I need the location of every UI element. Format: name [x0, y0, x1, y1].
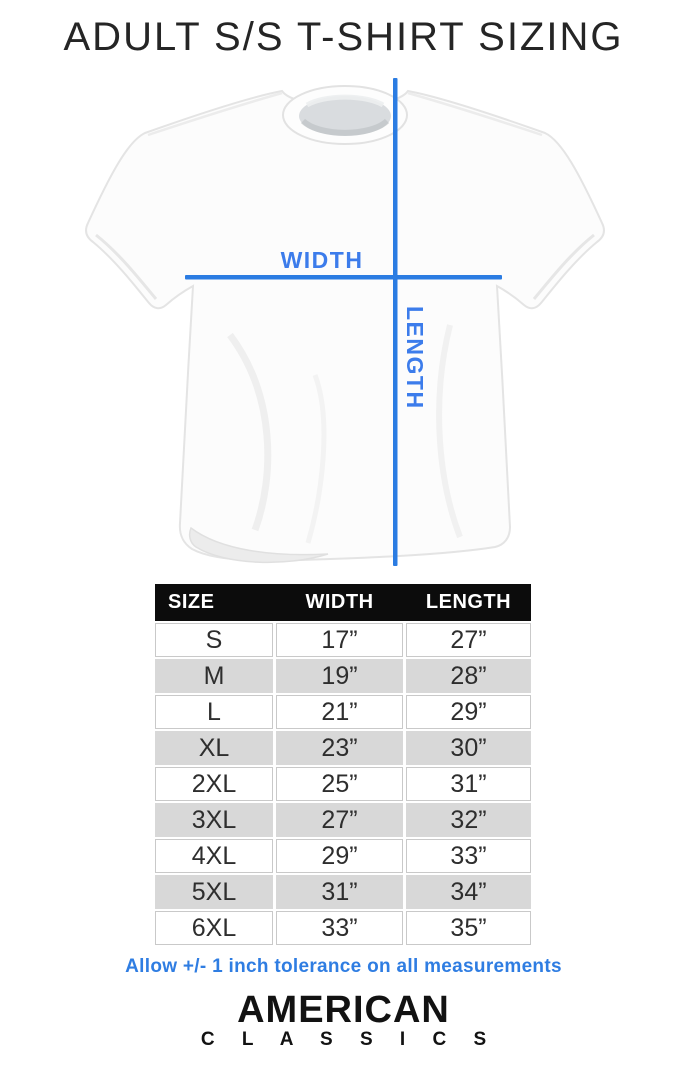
- table-cell: 6XL: [155, 911, 273, 945]
- tshirt-body: [86, 91, 604, 561]
- table-cell: 19”: [276, 659, 403, 693]
- table-cell: 27”: [276, 803, 403, 837]
- table-row: [155, 803, 531, 837]
- table-cell: 23”: [276, 731, 403, 765]
- table-cell: 3XL: [155, 803, 273, 837]
- table-row: [155, 875, 531, 909]
- table-cell: 4XL: [155, 839, 273, 873]
- table-cell: M: [155, 659, 273, 693]
- width-measure-line: [185, 275, 502, 280]
- table-row: [155, 623, 531, 657]
- length-measure-line: [393, 78, 398, 566]
- table-cell: 30”: [406, 731, 531, 765]
- brand-name-american: AMERICAN: [237, 989, 450, 1031]
- brand-logo: [0, 991, 687, 1051]
- table-cell: 5XL: [155, 875, 273, 909]
- table-cell: 2XL: [155, 767, 273, 801]
- table-row: [155, 767, 531, 801]
- size-table-header: [155, 584, 531, 621]
- page-title: ADULT S/S T-SHIRT SIZING: [63, 15, 624, 59]
- table-cell: S: [155, 623, 273, 657]
- table-row: [155, 731, 531, 765]
- table-cell: XL: [155, 731, 273, 765]
- table-cell: 29”: [276, 839, 403, 873]
- table-cell: 25”: [276, 767, 403, 801]
- table-cell: 32”: [406, 803, 531, 837]
- table-row: [155, 839, 531, 873]
- header-cell-size: SIZE: [168, 591, 215, 613]
- tshirt-diagram: [60, 75, 630, 575]
- size-table-body: [155, 623, 531, 945]
- table-row: [155, 695, 531, 729]
- width-label: WIDTH: [280, 247, 364, 273]
- table-cell: 33”: [276, 911, 403, 945]
- table-cell: L: [155, 695, 273, 729]
- table-cell: 28”: [406, 659, 531, 693]
- table-cell: 33”: [406, 839, 531, 873]
- table-row: [155, 911, 531, 945]
- table-cell: 34”: [406, 875, 531, 909]
- table-row: [155, 659, 531, 693]
- header-cell-width: WIDTH: [305, 591, 374, 613]
- table-cell: 31”: [276, 875, 403, 909]
- size-table: [155, 584, 531, 947]
- table-cell: 27”: [406, 623, 531, 657]
- table-cell: 21”: [276, 695, 403, 729]
- table-cell: 17”: [276, 623, 403, 657]
- table-cell: 35”: [406, 911, 531, 945]
- table-cell: 31”: [406, 767, 531, 801]
- tolerance-note: Allow +/- 1 inch tolerance on all measurements: [125, 956, 562, 977]
- header-cell-length: LENGTH: [425, 591, 512, 613]
- brand-name-classics: C L A S S I C S: [200, 1029, 498, 1050]
- length-label: LENGTH: [402, 306, 428, 410]
- table-cell: 29”: [406, 695, 531, 729]
